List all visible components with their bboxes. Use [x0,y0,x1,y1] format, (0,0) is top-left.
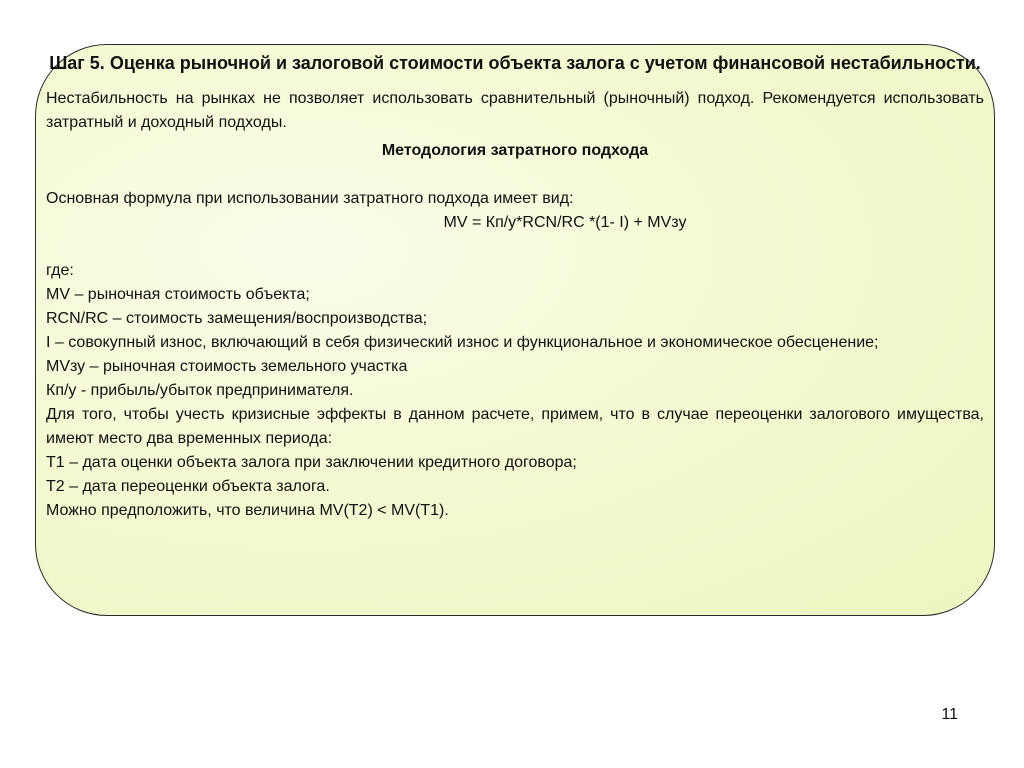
crisis-note: Для того, чтобы учесть кризисные эффекты в данном расчете, примем, что в случае переоценки залогового имущества, имеют место два временных периода: [46,406,984,447]
slide-content [46,50,984,523]
definition-mvzu: MVзу – рыночная стоимость земельного участка [46,358,408,375]
definition-kpu: Кп/у - прибыль/убыток предпринимателя. [46,382,354,399]
formula: MV = Кп/у*RCN/RC *(1- I) + MVзу [443,214,687,231]
formula-intro: Основная формула при использовании затратного подхода имеет вид: [46,190,574,207]
spacer [46,235,984,259]
section-title: Методология затратного подхода [381,142,649,159]
period-t1: Т1 – дата оценки объекта залога при заключении кредитного договора; [46,454,577,471]
conclusion: Можно предположить, что величина MV(T2) < MV(T1). [46,502,449,519]
definition-mv: MV – рыночная стоимость объекта; [46,286,310,303]
spacer [46,163,984,187]
definition-rcn: RCN/RC – стоимость замещения/воспроизводства; [46,310,428,327]
slide-title: Шаг 5. Оценка рыночной и залоговой стоимости объекта залога с учетом финансовой нестабильности. [49,53,981,73]
page-number: 11 [941,706,958,723]
where-label: где: [46,262,74,279]
definition-i: I – совокупный износ, включающий в себя физический износ и функциональное и экономическое обесценение; [46,334,879,351]
intro-paragraph: Нестабильность на рынках не позволяет использовать сравнительный (рыночный) подход. Рекомендуется использовать затратный и доходный подходы. [46,90,984,131]
period-t2: Т2 – дата переоценки объекта залога. [46,478,330,495]
